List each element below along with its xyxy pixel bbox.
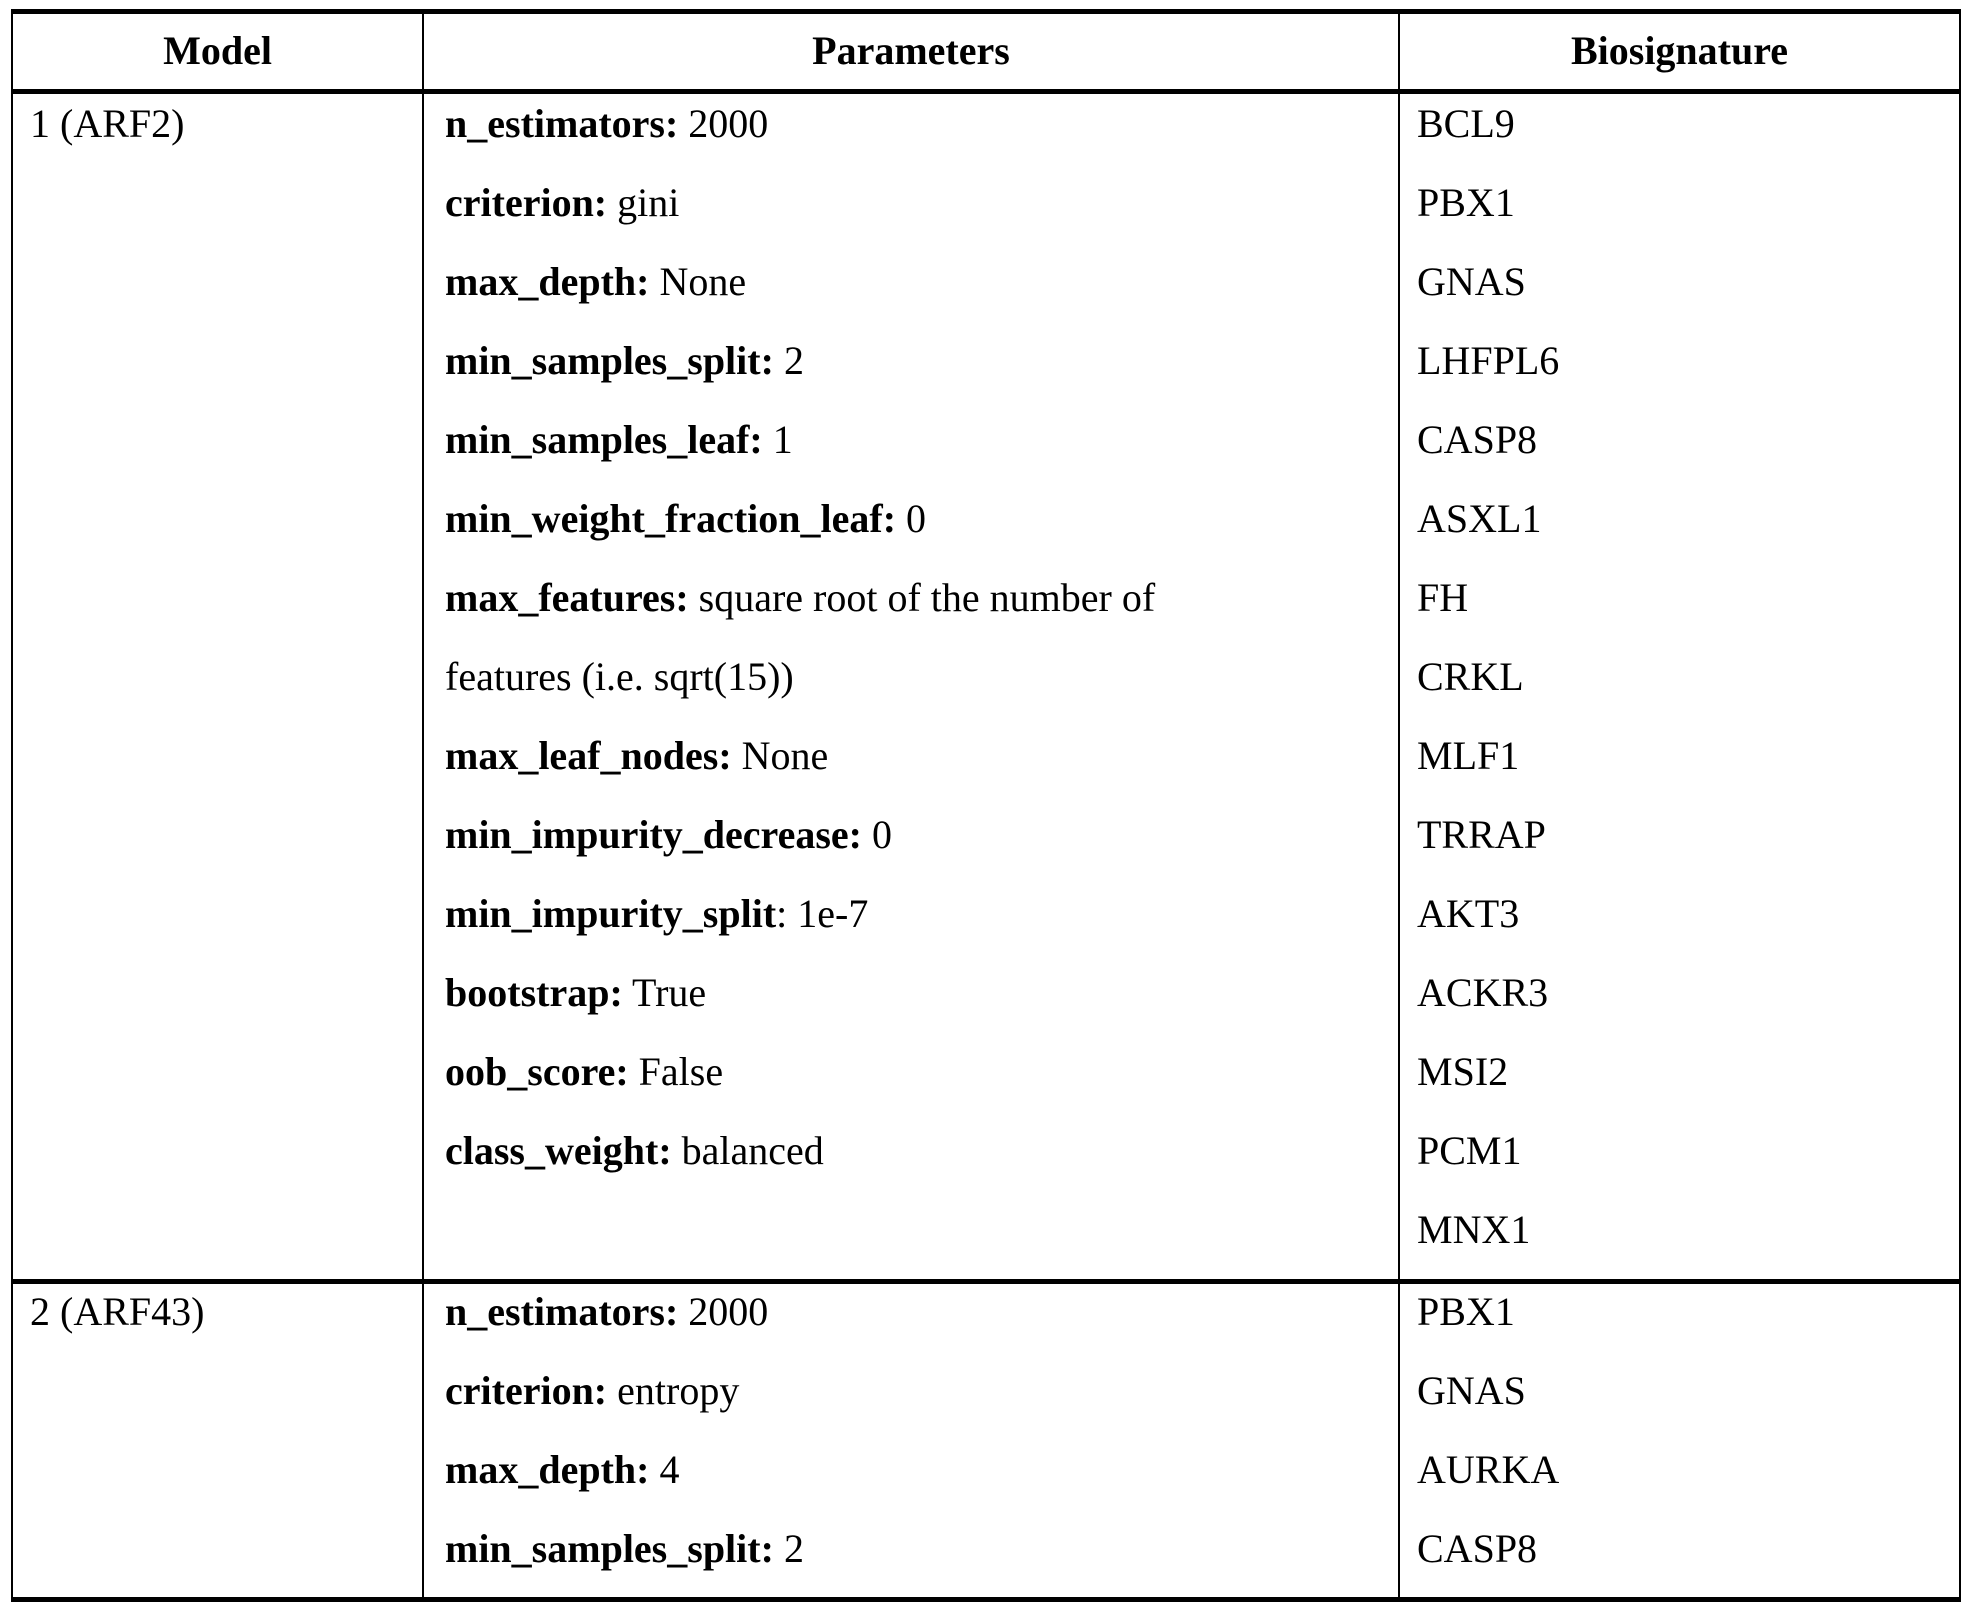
biosignature-gene: PCM1 xyxy=(1417,1111,1559,1190)
biosignature-gene: CRKL xyxy=(1417,637,1559,716)
parameter-line xyxy=(445,1509,804,1588)
header-model: Model xyxy=(13,12,422,90)
parameter-line xyxy=(445,321,1155,400)
parameter-line xyxy=(445,953,1155,1032)
biosignature-gene: CASP8 xyxy=(1417,1509,1559,1588)
parameter-name: bootstrap: xyxy=(445,970,623,1015)
column-border-2 xyxy=(1398,9,1400,1602)
parameter-line xyxy=(445,242,1155,321)
header-biosignature: Biosignature xyxy=(1400,12,1959,90)
row-1-parameters xyxy=(445,84,1155,1190)
parameter-line xyxy=(445,84,1155,163)
parameter-name: class_weight: xyxy=(445,1128,672,1173)
parameter-line xyxy=(445,716,1155,795)
header-parameters: Parameters xyxy=(424,12,1398,90)
biosignature-gene: GNAS xyxy=(1417,242,1559,321)
table-bottom-rule xyxy=(11,1597,1961,1602)
parameter-line xyxy=(445,637,1155,716)
biosignature-gene: MLF1 xyxy=(1417,716,1559,795)
column-border-1 xyxy=(422,9,424,1602)
parameter-value: 0 xyxy=(896,496,926,541)
parameter-name: min_weight_fraction_leaf: xyxy=(445,496,896,541)
parameter-name: min_impurity_split xyxy=(445,891,776,936)
parameter-value: False xyxy=(629,1049,723,1094)
parameter-value: 0 xyxy=(862,812,892,857)
parameter-value: balanced xyxy=(672,1128,824,1173)
parameter-name: oob_score: xyxy=(445,1049,629,1094)
biosignature-gene: PBX1 xyxy=(1417,163,1559,242)
parameter-line xyxy=(445,163,1155,242)
column-border-right xyxy=(1959,9,1961,1602)
parameter-name: max_depth: xyxy=(445,259,649,304)
biosignature-gene: MNX1 xyxy=(1417,1190,1559,1269)
parameter-name: min_samples_split: xyxy=(445,338,774,383)
parameter-value: gini xyxy=(607,180,679,225)
parameter-name: n_estimators: xyxy=(445,1289,678,1334)
parameter-name: max_depth: xyxy=(445,1447,649,1492)
row-2-parameters xyxy=(445,1272,804,1588)
parameter-line xyxy=(445,795,1155,874)
biosignature-gene: ASXL1 xyxy=(1417,479,1559,558)
biosignature-gene: BCL9 xyxy=(1417,84,1559,163)
biosignature-gene: GNAS xyxy=(1417,1351,1559,1430)
parameter-value: : 1e-7 xyxy=(776,891,868,936)
parameter-value: None xyxy=(649,259,746,304)
biosignature-gene: MSI2 xyxy=(1417,1032,1559,1111)
parameter-line xyxy=(445,1430,804,1509)
parameter-name: criterion: xyxy=(445,180,607,225)
biosignature-gene: AURKA xyxy=(1417,1430,1559,1509)
parameter-value: 2000 xyxy=(678,101,768,146)
biosignature-gene: CASP8 xyxy=(1417,400,1559,479)
column-border-left xyxy=(11,9,13,1602)
parameter-name: max_leaf_nodes: xyxy=(445,733,732,778)
biosignature-gene: LHFPL6 xyxy=(1417,321,1559,400)
biosignature-gene: PBX1 xyxy=(1417,1272,1559,1351)
parameter-value: True xyxy=(623,970,706,1015)
row-2-biosignature xyxy=(1417,1272,1559,1588)
parameter-line xyxy=(445,1272,804,1351)
parameter-value: entropy xyxy=(607,1368,739,1413)
parameter-name: max_features: xyxy=(445,575,689,620)
biosignature-gene: ACKR3 xyxy=(1417,953,1559,1032)
parameter-line xyxy=(445,1032,1155,1111)
row-separator-rule xyxy=(11,1279,1961,1284)
biosignature-gene: FH xyxy=(1417,558,1559,637)
model-label: 2 (ARF43) xyxy=(30,1272,204,1351)
parameter-name: n_estimators: xyxy=(445,101,678,146)
parameter-value: features (i.e. sqrt(15)) xyxy=(445,654,794,699)
row-1-biosignature xyxy=(1417,84,1559,1269)
parameter-line xyxy=(445,874,1155,953)
row-2-model xyxy=(30,1272,204,1351)
parameter-line xyxy=(445,479,1155,558)
parameter-line xyxy=(445,1351,804,1430)
biosignature-gene: TRRAP xyxy=(1417,795,1559,874)
parameter-value: 1 xyxy=(763,417,793,462)
parameter-line xyxy=(445,1111,1155,1190)
parameter-value: None xyxy=(732,733,829,778)
parameter-name: min_samples_leaf: xyxy=(445,417,763,462)
parameter-value: 2 xyxy=(774,338,804,383)
parameter-name: criterion: xyxy=(445,1368,607,1413)
biosignature-gene: AKT3 xyxy=(1417,874,1559,953)
parameter-value: 2 xyxy=(774,1526,804,1571)
parameter-name: min_samples_split: xyxy=(445,1526,774,1571)
model-label: 1 (ARF2) xyxy=(30,84,184,163)
parameter-value: square root of the number of xyxy=(689,575,1156,620)
parameter-line xyxy=(445,400,1155,479)
parameter-name: min_impurity_decrease: xyxy=(445,812,862,857)
parameter-value: 4 xyxy=(649,1447,679,1492)
row-1-model xyxy=(30,84,184,163)
parameter-value: 2000 xyxy=(678,1289,768,1334)
parameter-line xyxy=(445,558,1155,637)
